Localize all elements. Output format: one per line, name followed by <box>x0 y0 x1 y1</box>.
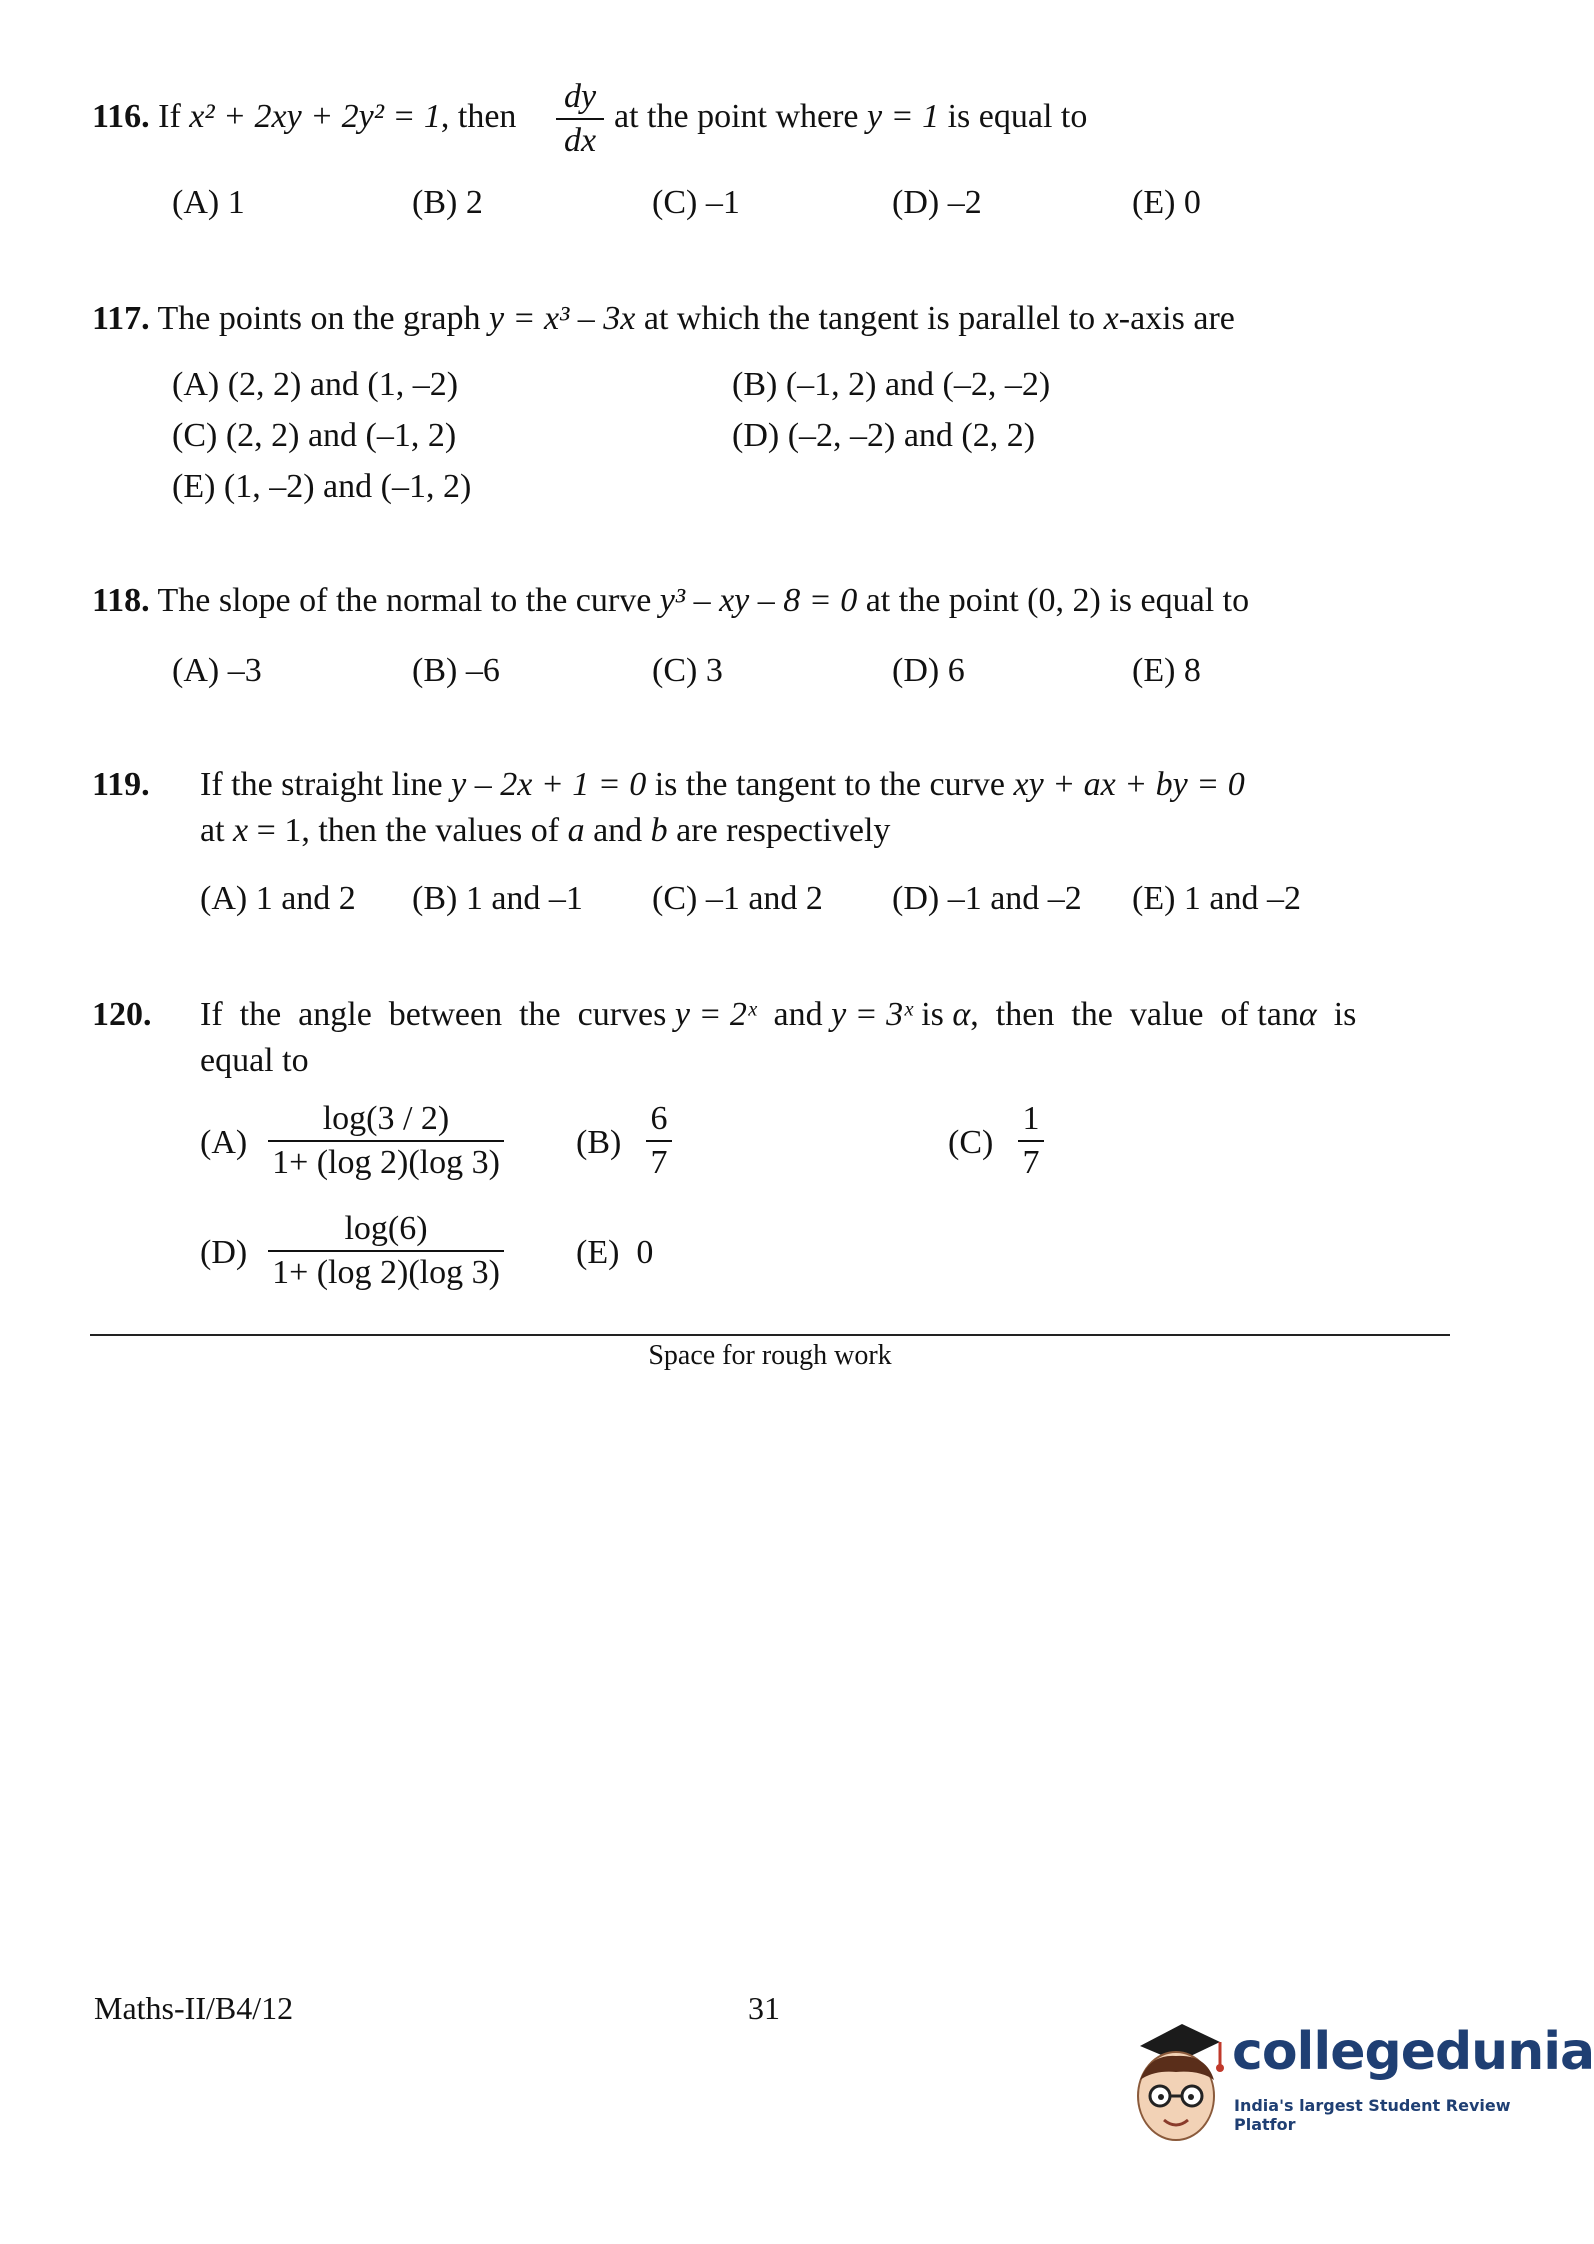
variable: a <box>567 812 585 849</box>
stem-text: at the point where <box>614 98 859 135</box>
paper-code: Maths-II/B4/12 <box>94 1990 294 2026</box>
option-c[interactable]: (C) –1 <box>652 184 740 221</box>
variable: b <box>650 812 668 849</box>
equation: y = 3ˣ <box>831 996 913 1033</box>
stem-text: , then the value of tan <box>970 996 1299 1033</box>
page-number: 31 <box>748 1990 780 2026</box>
dy-dx-fraction <box>556 78 604 160</box>
question-number: 117. <box>92 300 150 337</box>
equation: y³ – xy – 8 = 0 <box>659 582 858 619</box>
fraction-numerator: 6 <box>650 1100 668 1137</box>
question-119-number <box>92 766 150 804</box>
question-number: 120. <box>92 996 152 1033</box>
fraction-numerator: 1 <box>1022 1100 1040 1137</box>
collegedunia-logo[interactable] <box>1120 2010 1594 2150</box>
option-d-fraction[interactable] <box>268 1210 504 1292</box>
stem-text: -axis are <box>1118 300 1235 337</box>
equation: x² + 2xy + 2y² = 1 <box>189 98 441 135</box>
option-a-label[interactable]: (A) <box>200 1124 248 1161</box>
question-number: 119. <box>92 766 150 803</box>
option-d[interactable]: (D) 6 <box>892 652 965 689</box>
option-b[interactable]: (B) 2 <box>412 184 483 221</box>
question-number: 118. <box>92 582 150 619</box>
option-a[interactable]: (A) 1 and 2 <box>200 880 356 917</box>
question-116-stem <box>92 98 516 136</box>
question-116-stem-tail <box>614 98 1087 136</box>
option-b-fraction[interactable] <box>646 1100 672 1182</box>
option-e[interactable]: (E) 1 and –2 <box>1132 880 1302 917</box>
alpha-symbol: α <box>1298 996 1317 1033</box>
fraction-bar <box>268 1140 504 1142</box>
option-a[interactable]: (A) –3 <box>172 652 262 689</box>
divider-line <box>90 1334 1450 1336</box>
option-b-label[interactable]: (B) <box>576 1124 622 1161</box>
option-e-label: (E) <box>576 1234 620 1271</box>
stem-text: If <box>158 98 181 135</box>
option-d[interactable]: (D) –1 and –2 <box>892 880 1082 917</box>
mascot-icon <box>1120 2010 1230 2150</box>
stem-text: is equal to <box>947 98 1088 135</box>
option-e-value: 0 <box>636 1234 654 1271</box>
option-c-fraction[interactable] <box>1018 1100 1044 1182</box>
option-b[interactable]: (B) (–1, 2) and (–2, –2) <box>732 366 1051 403</box>
stem-text: If the angle between the curves <box>200 996 667 1033</box>
stem-text: is the tangent to the curve <box>654 766 1006 803</box>
fraction-denominator: 7 <box>1022 1144 1040 1181</box>
option-e[interactable]: (E) 0 <box>1132 184 1201 221</box>
fraction-denominator: 1+ (log 2)(log 3) <box>272 1254 500 1291</box>
stem-text: at the point (0, 2) is equal to <box>865 582 1250 619</box>
equation: y = x³ – 3x <box>488 300 636 337</box>
question-118-stem <box>92 582 1249 620</box>
fraction-numerator: log(6) <box>344 1210 428 1247</box>
brand-name: collegedunia <box>1232 2022 1594 2082</box>
fraction-numerator: dy <box>563 78 597 115</box>
variable: x <box>1103 300 1119 337</box>
stem-text: and <box>593 812 643 849</box>
question-119-stem <box>200 766 1245 804</box>
question-117-stem <box>92 300 1235 338</box>
fraction-bar <box>556 118 604 120</box>
equation: y = 2ˣ <box>674 996 757 1033</box>
stem-text: and <box>773 996 823 1033</box>
fraction-denominator: 1+ (log 2)(log 3) <box>272 1144 500 1181</box>
fraction-denominator: dx <box>563 122 597 159</box>
fraction-bar <box>268 1250 504 1252</box>
stem-text: If the straight line <box>200 766 443 803</box>
stem-text: at <box>200 812 225 849</box>
equation: xy + ax + by = 0 <box>1013 766 1245 803</box>
alpha-symbol: α <box>952 996 971 1033</box>
equation: y – 2x + 1 = 0 <box>451 766 647 803</box>
option-d-label[interactable]: (D) <box>200 1234 248 1271</box>
stem-text: , then <box>440 98 517 135</box>
fraction-numerator: log(3 / 2) <box>322 1100 450 1137</box>
fraction-bar <box>646 1140 672 1142</box>
option-c[interactable]: (C) –1 and 2 <box>652 880 823 917</box>
brand-tagline: India's largest Student Review Platfor <box>1234 2096 1511 2134</box>
option-c-label[interactable]: (C) <box>948 1124 994 1161</box>
stem-text: is <box>921 996 944 1033</box>
option-a[interactable]: (A) (2, 2) and (1, –2) <box>172 366 459 403</box>
option-e[interactable]: (E) (1, –2) and (–1, 2) <box>172 468 472 505</box>
option-d[interactable]: (D) –2 <box>892 184 982 221</box>
stem-text: The slope of the normal to the curve <box>157 582 652 619</box>
option-a[interactable]: (A) 1 <box>172 184 245 221</box>
option-b[interactable]: (B) 1 and –1 <box>412 880 583 917</box>
option-c[interactable]: (C) 3 <box>652 652 723 689</box>
question-120-stem-line2: equal to <box>200 1042 309 1079</box>
question-120-number <box>92 996 152 1034</box>
question-number: 116. <box>92 98 150 135</box>
stem-text: = 1, then the values of <box>256 812 560 849</box>
variable: x <box>233 812 249 849</box>
option-e[interactable] <box>576 1234 653 1272</box>
question-120-stem <box>200 996 1356 1034</box>
option-c[interactable]: (C) (2, 2) and (–1, 2) <box>172 417 457 454</box>
question-119-stem-line2 <box>200 812 890 850</box>
fraction-bar <box>1018 1140 1044 1142</box>
stem-text: at which the tangent is parallel to <box>643 300 1096 337</box>
fraction-denominator: 7 <box>650 1144 668 1181</box>
option-b[interactable]: (B) –6 <box>412 652 500 689</box>
stem-text: are respectively <box>676 812 891 849</box>
option-e[interactable]: (E) 8 <box>1132 652 1201 689</box>
option-d[interactable]: (D) (–2, –2) and (2, 2) <box>732 417 1036 454</box>
option-a-fraction[interactable] <box>268 1100 504 1182</box>
stem-text: The points on the graph <box>157 300 481 337</box>
rough-work-label: Space for rough work <box>648 1340 892 1371</box>
stem-text: is <box>1333 996 1357 1033</box>
condition: y = 1 <box>867 98 940 135</box>
